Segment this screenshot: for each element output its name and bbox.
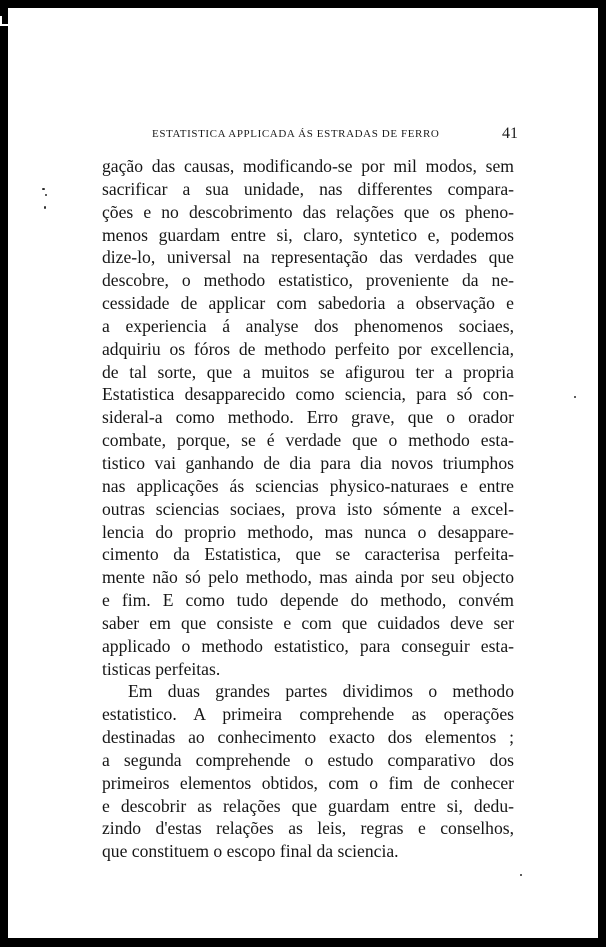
text-line: sideral-a como methodo. Erro grave, que o orador — [102, 407, 514, 428]
text-line: e fim. E como tudo depende do methodo, convém — [102, 590, 514, 611]
text-line: cessidade de applicar com sabedoria a observação e — [102, 293, 514, 314]
body-text — [102, 155, 514, 863]
text-line: outras sciencias sociaes, prova isto sómente a excel- — [102, 498, 514, 519]
text-line: estatistico. A primeira comprehende as operações — [102, 704, 514, 725]
text-line: a segunda comprehende o estudo comparativo dos — [102, 749, 514, 770]
text-line: gação das causas, modificando-se por mil modos, sem — [102, 156, 514, 176]
running-title: ESTATISTICA APPLICADA ÁS ESTRADAS DE FERRO — [152, 128, 440, 140]
scan-speck — [42, 188, 45, 190]
text-line: a experiencia á analyse dos phenomenos sociaes, — [102, 315, 514, 336]
text-line: Estatistica desapparecido como sciencia, para só con- — [102, 384, 514, 405]
text-line: ções e no descobrimento das relações que os pheno- — [102, 201, 514, 222]
text-line: e descobrir as relações que guardam entre si, dedu- — [102, 795, 514, 816]
scan-corner-mark — [0, 16, 8, 26]
paragraph-2 — [102, 680, 514, 863]
scan-speck — [44, 206, 46, 209]
text-line: mente não só pelo methodo, mas ainda por seu objecto — [102, 567, 514, 588]
text-line: sacrificar a sua unidade, nas differentes compara- — [102, 178, 514, 199]
paragraph-1 — [102, 155, 514, 680]
book-page — [8, 8, 598, 938]
text-line: lencia do proprio methodo, mas nunca o desappare- — [102, 521, 514, 542]
text-line: dize-lo, universal na representação das verdades que — [102, 247, 514, 268]
text-line: nas applicações ás sciencias physico-naturaes e entre — [102, 475, 514, 496]
text-line: combate, porque, se é verdade que o methodo esta- — [102, 430, 514, 451]
text-line: destinadas ao conhecimento exacto dos elementos ; — [102, 727, 514, 748]
text-line: tistico vai ganhando de dia para dia novos triumphos — [102, 452, 514, 473]
text-line: applicado o methodo estatistico, para conseguir esta- — [102, 635, 514, 656]
text-line: tisticas perfeitas. — [102, 658, 221, 679]
scan-speck — [574, 396, 576, 398]
text-line: primeiros elementos obtidos, com o fim de conhecer — [102, 772, 514, 793]
text-line: Em duas grandes partes dividimos o methodo — [128, 681, 514, 702]
text-line: descobre, o methodo estatistico, proveniente da ne- — [102, 270, 514, 291]
text-line: saber em que consiste e com que cuidados deve ser — [102, 612, 514, 633]
text-line: menos guardam entre si, claro, syntetico e, podemos — [102, 224, 514, 245]
scan-speck — [520, 874, 522, 876]
scan-speck — [45, 194, 47, 196]
text-line: que constituem o escopo final da sciencia. — [102, 841, 399, 862]
page-number: 41 — [502, 125, 518, 142]
text-line: cimento da Estatistica, que se caracterisa perfeita- — [102, 544, 514, 565]
text-line: adquiriu os fóros de methodo perfeito por excellencia, — [102, 338, 514, 359]
text-line: de tal sorte, que a muitos se afigurou ter a propria — [102, 361, 514, 382]
running-head — [112, 127, 520, 147]
text-line: zindo d'estas relações as leis, regras e conselhos, — [102, 818, 514, 839]
